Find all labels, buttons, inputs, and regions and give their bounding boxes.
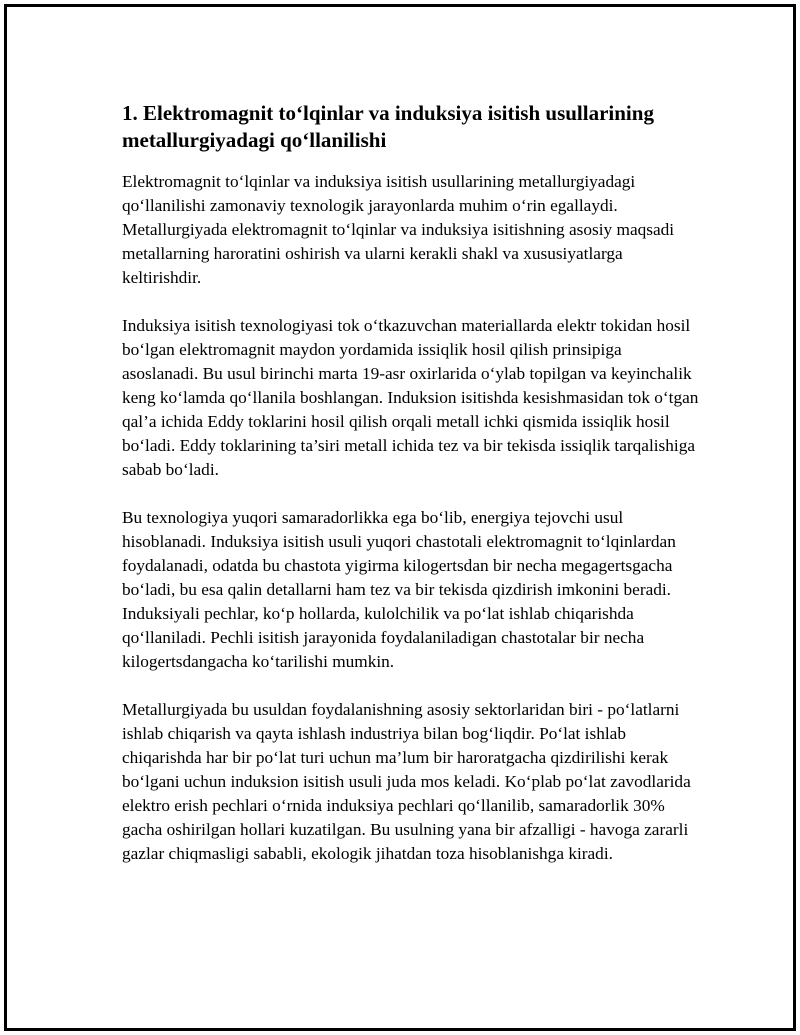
paragraph-1: Elektromagnit to‘lqinlar va induksiya isitish usullarining metallurgiyadagi qo‘llanilishi zamonaviy texnologik jarayonlarda muhim o‘rin egallaydi. Metallurgiyada elektromagnit to‘lqinlar va induksiya isitishning asosiy maqsadi metallarning haroratini oshirish va ularni kerakli shakl va xususiyatlarga keltirishdir. — [122, 172, 675, 287]
paragraph-3: Bu texnologiya yuqori samaradorlikka ega bo‘lib, energiya tejovchi usul hisoblanadi. Induksiya isitish usuli yuqori chastotali elektromagnit to‘lqinlardan foydalanadi, odatda bu chastota yigirma kilogertsdan bir necha megagertsgacha bo‘ladi, bu esa qalin detallarni ham tez va bir tekisda qizdirish imkonini beradi. Induksiyali pechlar, ko‘p hollarda, kulolchilik va po‘lat ishlab chiqarishda qo‘llaniladi. Pechli isitish jarayonida foydalaniladigan chastotalar bir necha kilogertsdangacha ko‘tarilishi mumkin. — [122, 508, 676, 671]
paragraph-4: Metallurgiyada bu usuldan foydalanishning asosiy sektorlaridan biri - po‘latlarni ishlab chiqarish va qayta ishlash industriya bilan bog‘liqdir. Po‘lat ishlab chiqarishda har bir po‘lat turi uchun ma’lum bir haroratgacha qizdirilishi kerak bo‘lgani uchun induksion isitish usuli juda mos keladi. Ko‘plab po‘lat zavodlarida elektro erish pechlari o‘rnida induksiya pechlari qo‘llanilib, samaradorlik 30% gacha oshirilgan hollari kuzatilgan. Bu usulning yana bir afzalligi - havoga zararli gazlar chiqmasligi sababli, ekologik jihatdan toza hisoblanishga kiradi. — [122, 700, 691, 863]
section-heading: 1. Elektromagnit to‘lqinlar va induksiya isitish usullarining metallurgiyadagi qo‘llanilishi — [122, 101, 654, 152]
document-content — [122, 100, 702, 890]
document-page — [4, 4, 796, 1031]
paragraph-2: Induksiya isitish texnologiyasi tok o‘tkazuvchan materiallarda elektr tokidan hosil bo‘lgan elektromagnit maydon yordamida issiqlik hosil qilish prinsipiga asoslanadi. Bu usul birinchi marta 19-asr oxirlarida o‘ylab topilgan va keyinchalik keng ko‘lamda qo‘llanila boshlangan. Induksion isitishda kesishmasidan tok o‘tgan qal’a ichida Eddy toklarini hosil qilish orqali metall ichki qismida issiqlik hosil bo‘ladi. Eddy toklarining ta’siri metall ichida tez va bir tekisda issiqlik tarqalishiga sabab bo‘ladi. — [122, 316, 699, 479]
